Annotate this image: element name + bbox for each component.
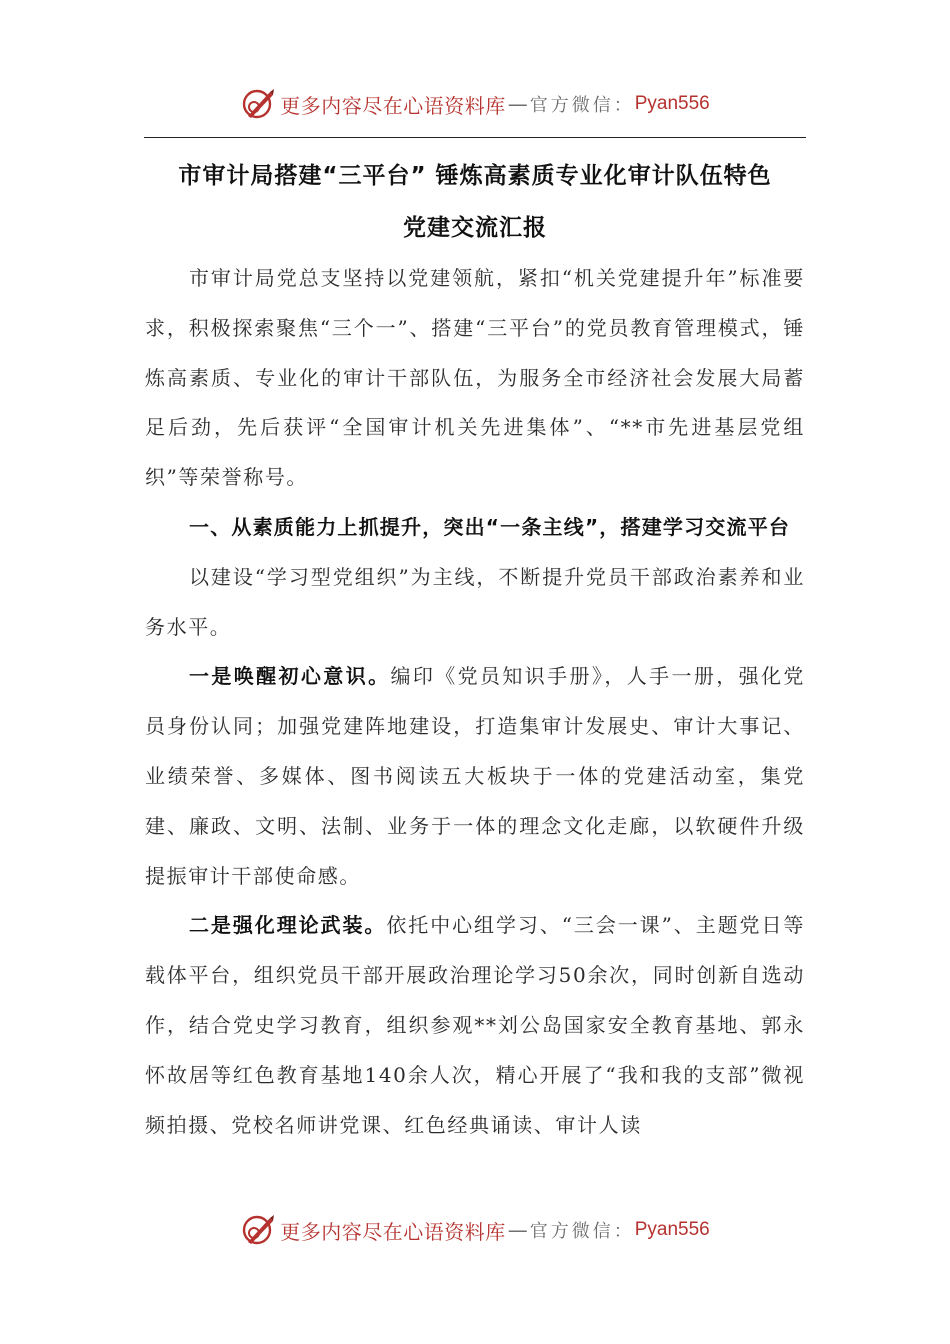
wechat-id: Pyan556 — [634, 1219, 710, 1240]
brand-text: 更多内容尽在心语资料库 — [280, 93, 506, 118]
item-paragraph-1 — [145, 652, 805, 901]
header-rule — [144, 137, 806, 138]
header-banner — [0, 84, 950, 124]
section-paragraph: 以建设“学习型党组织”为主线，不断提升党员干部政治素养和业务水平。 — [145, 564, 805, 639]
item-lead-2: 二是强化理论武装。 — [189, 913, 387, 938]
document-body — [145, 150, 805, 1150]
document-title-line2: 党建交流汇报 — [403, 215, 547, 241]
banner-separator: — — [507, 1218, 528, 1242]
intro-paragraph: 市审计局党总支坚持以党建领航，紧扣“机关党建提升年”标准要求，积极探索聚焦“三个一”、搭建“三平台”的党员教育管理模式，锤炼高素质、专业化的审计干部队伍，为服务全市经济社会发展大局蓄足后劲，先后获评“全国审计机关先进集体”、“**市先进基层党组织”等荣誉称号。 — [145, 266, 805, 490]
wechat-label: 官方微信： — [529, 1221, 635, 1242]
item-body-1: 编印《党员知识手册》，人手一册，强化党员身份认同；加强党建阵地建设，打造集审计发展史、审计大事记、业绩荣誉、多媒体、图书阅读五大板块于一体的党建活动室，集党建、廉政、文明、法制、业务于一体的理念文化走廊，以软硬件升级提振审计干部使命感。 — [145, 664, 805, 888]
document-title-line1: 市审计局搭建“三平台” 锤炼高素质专业化审计队伍特色 — [178, 163, 772, 189]
quill-logo-icon — [240, 86, 276, 122]
item-body-2: 依托中心组学习、“三会一课”、主题党日等载体平台，组织党员干部开展政治理论学习50余次，同时创新自选动作，结合党史学习教育，组织参观**刘公岛国家安全教育基地、郭永怀故居等红色教育基地140余人次，精心开展了“我和我的支部”微视频拍摄、党校名师讲党课、红色经典诵读、审计人读 — [145, 913, 805, 1137]
footer-banner — [0, 1210, 950, 1250]
brand-text: 更多内容尽在心语资料库 — [280, 1219, 506, 1244]
quill-logo-icon — [240, 1212, 276, 1248]
wechat-id: Pyan556 — [634, 93, 710, 114]
wechat-label: 官方微信： — [529, 95, 635, 116]
item-paragraph-2 — [145, 901, 805, 1150]
banner-separator: — — [507, 92, 528, 116]
item-lead-1: 一是唤醒初心意识。 — [189, 664, 391, 689]
section-heading: 一、从素质能力上抓提升，突出“一条主线”，搭建学习交流平台 — [189, 514, 791, 539]
